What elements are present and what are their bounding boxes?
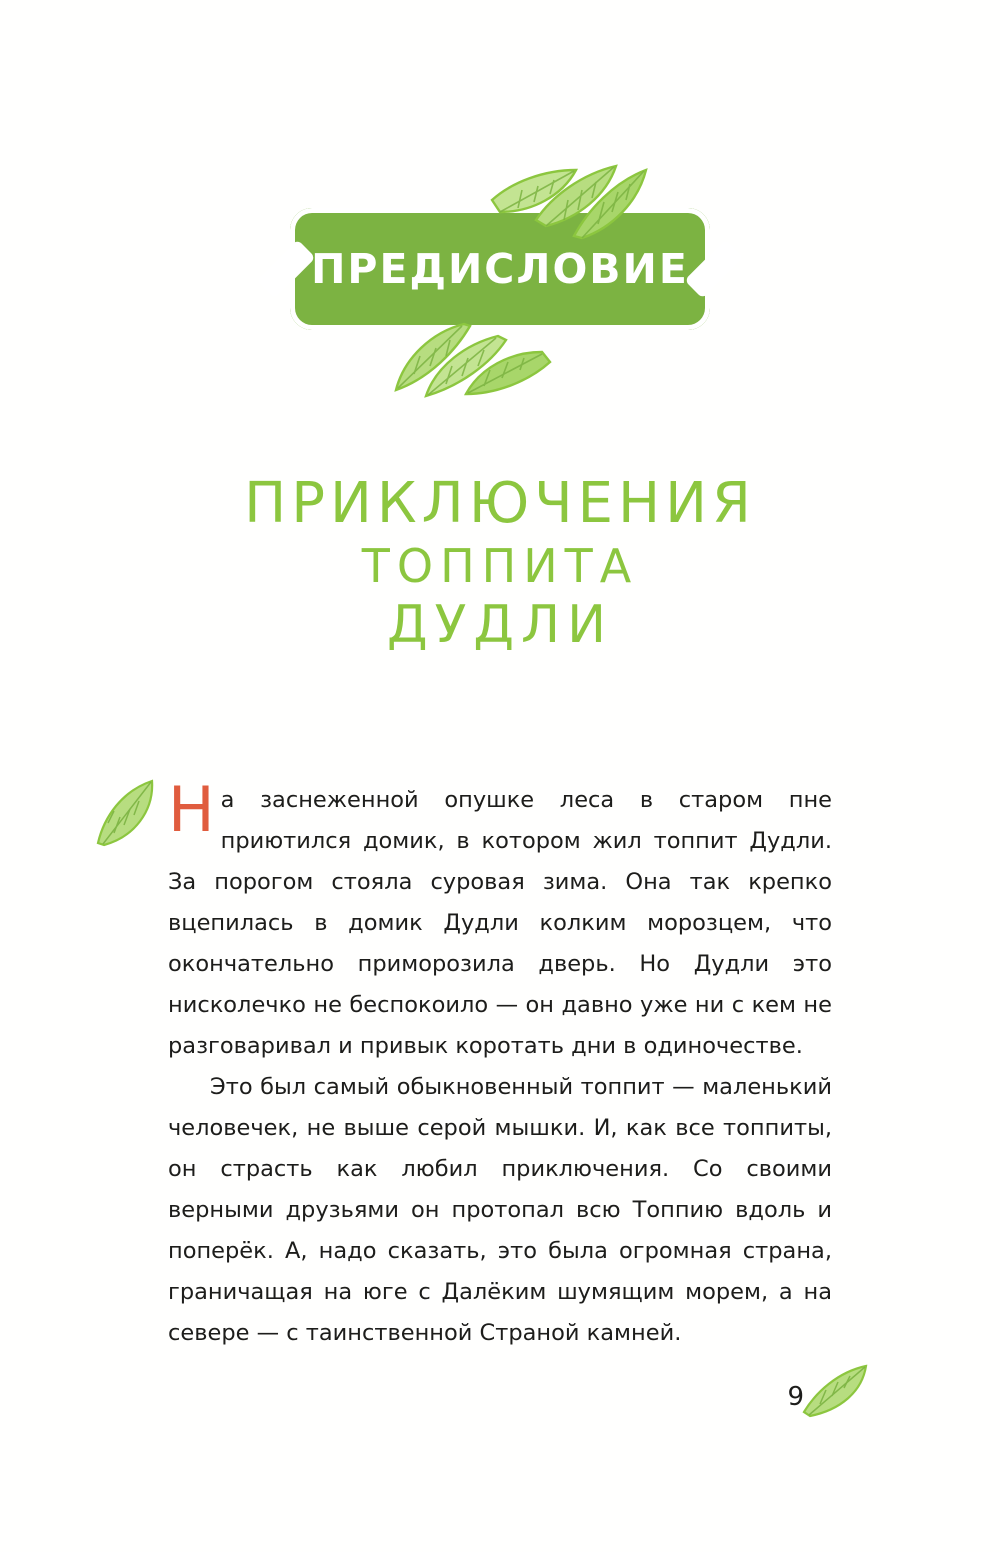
page-title <box>0 470 1000 658</box>
page-title-line-3: ДУДЛИ <box>387 595 613 656</box>
page-title-line-2: ТОППИТА <box>361 539 639 594</box>
body-text <box>168 773 832 1354</box>
leaf-sprig-icon <box>90 775 166 855</box>
drop-cap: Н <box>168 773 215 846</box>
chapter-banner-label: ПРЕДИСЛОВИЕ <box>311 245 689 293</box>
page-title-line-1: ПРИКЛЮЧЕНИЯ <box>244 471 756 536</box>
paragraph-1-text: а заснеженной опушке леса в старом пне приютился домик, в котором жил топпит Дудли. За порогом стояла суровая зима. Она так крепко вцепилась в домик Дудли колким морозцем, что окончательно приморозила дверь. Но Дудли это нисколечко не беспокоило — он давно уже ни с кем не разговаривал и привык коротать дни в одиночестве. <box>168 787 832 1059</box>
page-number: 9 <box>787 1382 804 1412</box>
chapter-banner <box>0 140 1000 420</box>
paragraph-1 <box>168 773 832 1067</box>
leaf-sprig-icon <box>800 1360 870 1424</box>
paragraph-2: Это был самый обыкновенный топпит — маленький человечек, не выше серой мышки. И, как все топпиты, он страсть как любил приключения. Со своими верными друзьями он протопал всю Топпию вдоль и поперёк. А, надо сказать, это была огромная страна, граничащая на юге с Далёким шумящим морем, а на севере — с таинственной Страной камней. <box>168 1074 832 1346</box>
leaf-sprig-icon <box>374 322 564 426</box>
